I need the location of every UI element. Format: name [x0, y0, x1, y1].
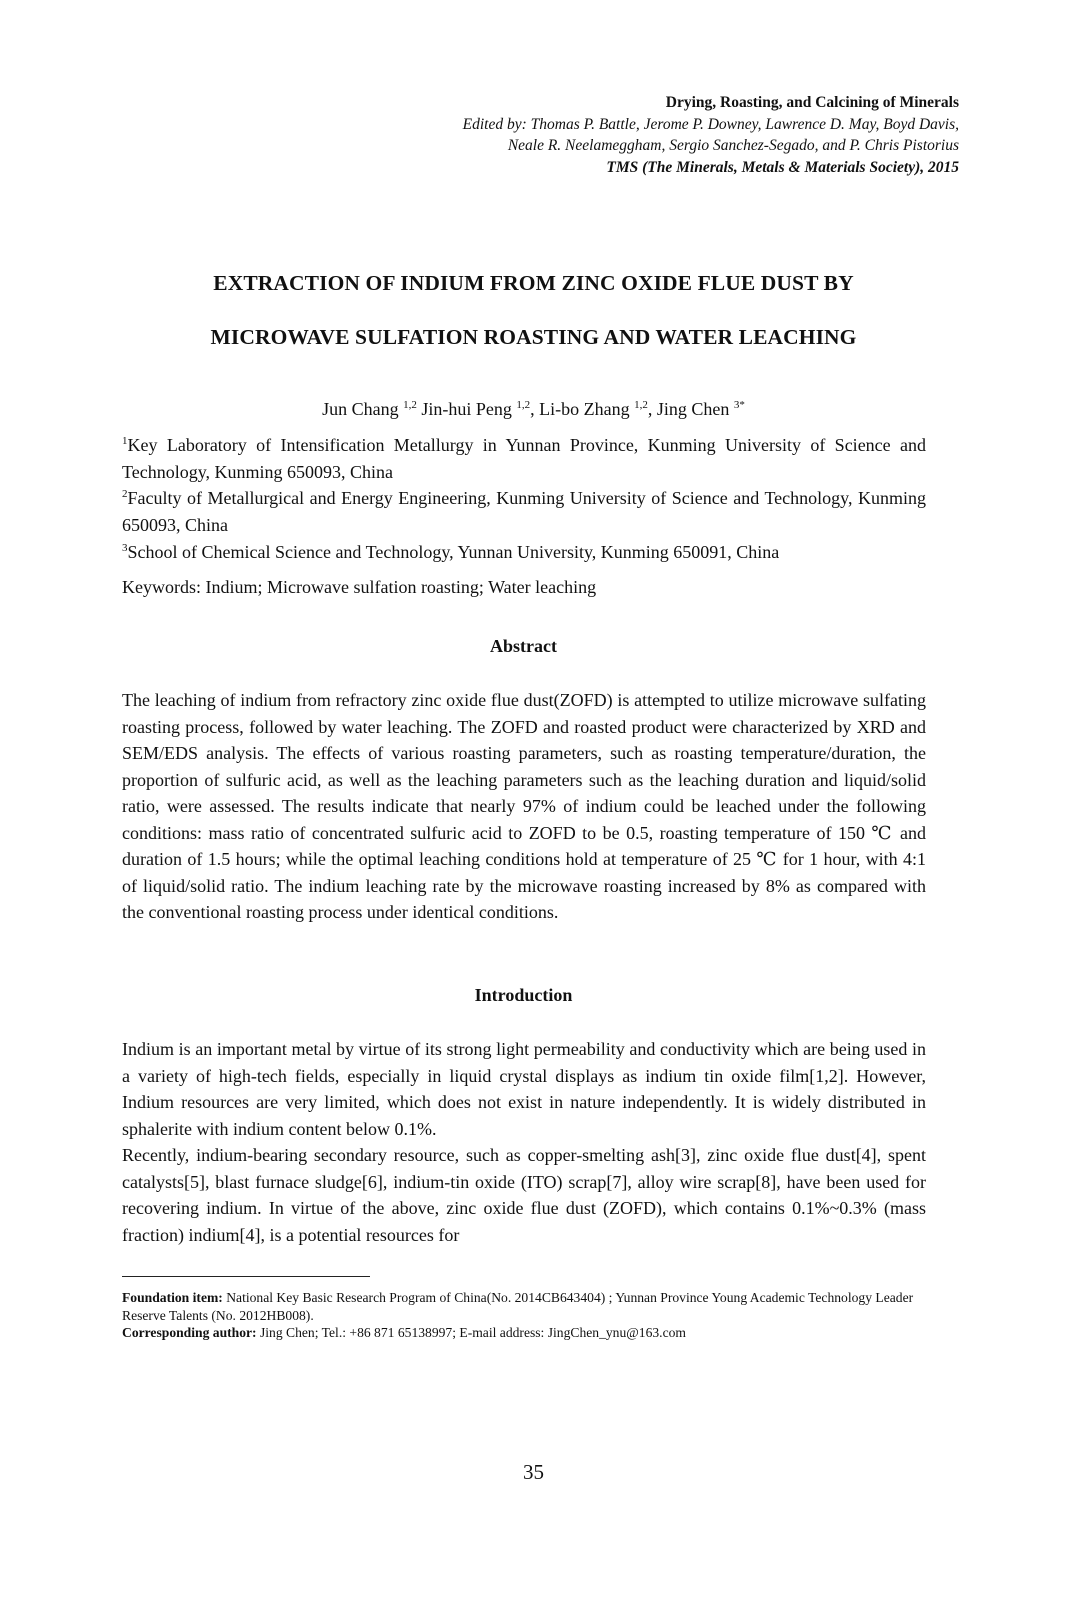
- author-affiliation-mark: 3*: [733, 399, 745, 411]
- footnote-divider: [122, 1276, 370, 1277]
- paper-title-line-2: MICROWAVE SULFATION ROASTING AND WATER LEACHING: [210, 325, 857, 349]
- author-name: , Jing Chen: [647, 399, 734, 419]
- introduction-paragraph-2: Recently, indium-bearing secondary resource, such as copper-smelting ash[3], zinc oxide flue dust[4], spent catalysts[5], blast furnace sludge[6], indium-tin oxide (ITO) scrap[7], alloy wire scrap[8], have been used for recovering indium. In virtue of the above, zinc oxide flue dust (ZOFD), which contains 0.1%~0.3% (mass fraction) indium[4], is a potential resources for: [122, 1145, 926, 1245]
- author-affiliation-mark: 1,2: [516, 399, 531, 411]
- introduction-heading: Introduction: [474, 985, 573, 1005]
- affiliations: [122, 432, 926, 565]
- affiliation-item: [122, 485, 926, 538]
- affiliation-mark: 1: [122, 435, 128, 447]
- book-title: Drying, Roasting, and Calcining of Minerals: [665, 94, 959, 111]
- editors-line-2: Neale R. Neelameggham, Sergio Sanchez-Segado, and P. Chris Pistorius: [507, 137, 959, 154]
- affiliation-text: Key Laboratory of Intensification Metallurgy in Yunnan Province, Kunming University of Science and Technology, Kunming 650093, China: [122, 435, 926, 482]
- publisher-line: TMS (The Minerals, Metals & Materials Society), 2015: [606, 158, 959, 176]
- abstract-paragraph: The leaching of indium from refractory zinc oxide flue dust(ZOFD) is attempted to utilize microwave sulfating roasting process, followed by water leaching. The ZOFD and roasted product were characterized by XRD and SEM/EDS analysis. The effects of various roasting parameters, such as roasting temperature/duration, the proportion of sulfuric acid, as well as the leaching parameters such as the leaching duration and liquid/solid ratio, were assessed. The results indicate that nearly 97% of indium could be leached under the following conditions: mass ratio of concentrated sulfuric acid to ZOFD to be 0.5, roasting temperature of 150 ℃ and duration of 1.5 hours; while the optimal leaching conditions hold at temperature of 25 ℃ for 1 hour, with 4:1 of liquid/solid ratio. The indium leaching rate by the microwave roasting increased by 8% as compared with the conventional roasting process under identical conditions.: [122, 690, 926, 922]
- corresponding-note: [122, 1324, 926, 1342]
- foundation-label: Foundation item:: [122, 1290, 223, 1305]
- foundation-text: National Key Basic Research Program of China(No. 2014CB643404) ; Yunnan Province Young Academic Technology Leader Reserve Talents (No. 2012HB008).: [122, 1290, 914, 1323]
- affiliation-text: School of Chemical Science and Technology, Yunnan University, Kunming 650091, China: [127, 541, 780, 562]
- abstract-heading: Abstract: [490, 636, 557, 656]
- paper-title-line-1: EXTRACTION OF INDIUM FROM ZINC OXIDE FLUE DUST BY: [213, 271, 854, 295]
- corresponding-text: Jing Chen; Tel.: +86 871 65138997; E-mail address: JingChen_ynu@163.com: [256, 1325, 686, 1340]
- editors-line-1: Edited by: Thomas P. Battle, Jerome P. Downey, Lawrence D. May, Boyd Davis,: [462, 115, 959, 133]
- affiliation-mark: 2: [122, 488, 128, 500]
- corresponding-label: Corresponding author:: [122, 1325, 257, 1340]
- introduction-text: [122, 1036, 926, 1248]
- author-list: [110, 399, 957, 420]
- keywords: Keywords: Indium; Microwave sulfation roasting; Water leaching: [122, 577, 597, 597]
- affiliation-text: Faculty of Metallurgical and Energy Engineering, Kunming University of Science and Technology, Kunming 650093, China: [122, 488, 926, 535]
- author-name: Jun Chang: [322, 399, 404, 419]
- author-name: Jin-hui Peng: [416, 399, 517, 419]
- book-header: [199, 92, 959, 178]
- page-number: 35: [523, 1460, 544, 1484]
- foundation-note: [122, 1289, 926, 1324]
- affiliation-item: [122, 539, 926, 566]
- affiliation-item: [122, 432, 926, 485]
- introduction-paragraph-1: Indium is an important metal by virtue of its strong light permeability and conductivity which are being used in a variety of high-tech fields, especially in liquid crystal displays as indium tin oxide film[1,2]. However, Indium resources are very limited, which does not exist in nature independently. It is widely distributed in sphalerite with indium content below 0.1%.: [122, 1039, 926, 1139]
- abstract-text: [122, 687, 926, 926]
- author-name: , Li-bo Zhang: [530, 399, 635, 419]
- affiliation-mark: 3: [122, 541, 128, 554]
- footnote: [122, 1289, 926, 1342]
- author-affiliation-mark: 1,2: [634, 399, 648, 411]
- author-affiliation-mark: 1,2: [403, 399, 417, 411]
